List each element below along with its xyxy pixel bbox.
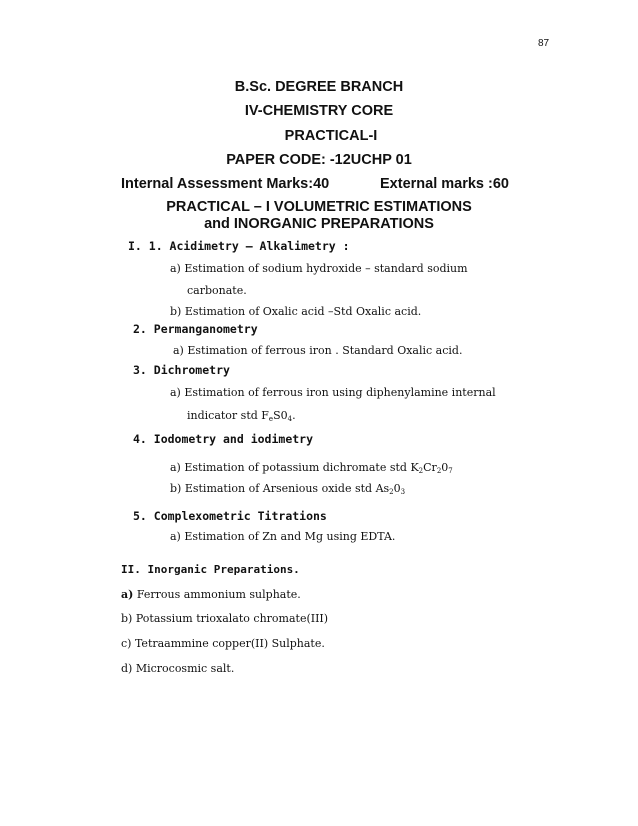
degree-branch-heading: B.Sc. DEGREE BRANCH	[234, 79, 404, 95]
section-complexometric-heading: 5. Complexometric Titrations	[133, 509, 327, 523]
inorganic-item-c: c) Tetraammine copper(II) Sulphate.	[121, 637, 325, 650]
section-iodometry-heading: 4. Iodometry and iodimetry	[133, 432, 314, 446]
section-complexometric-item-a: a) Estimation of Zn and Mg using EDTA.	[170, 530, 396, 543]
practical-heading: PRACTICAL-I	[284, 128, 378, 144]
internal-marks: Internal Assessment Marks:40	[121, 176, 330, 192]
external-marks: External marks :60	[380, 176, 509, 192]
section-acidimetry-item-a-cont: carbonate.	[187, 284, 247, 297]
inorganic-item-b: b) Potassium trioxalato chromate(III)	[121, 612, 329, 625]
chemistry-core-heading: IV-CHEMISTRY CORE	[244, 103, 394, 119]
section-permanganometry-item-a: a) Estimation of ferrous iron . Standard Oxalic acid.	[173, 344, 463, 357]
section-dichrometry-heading: 3. Dichrometry	[133, 363, 230, 377]
section-iodometry-item-a: a) Estimation of potassium dichromate std $K_2Cr_20_7$	[170, 461, 453, 475]
practical-title-line1: PRACTICAL – I VOLUMETRIC ESTIMATIONS	[166, 199, 472, 215]
inorganic-item-d: d) Microcosmic salt.	[121, 662, 235, 675]
section-dichrometry-item-a: a) Estimation of ferrous iron using diphenylamine internal	[170, 386, 496, 399]
section-dichrometry-item-a-cont: indicator std $F_eS0_4$.	[187, 409, 296, 423]
inorganic-item-a: a) Ferrous ammonium sulphate.	[121, 588, 301, 601]
section-iodometry-item-b: b) Estimation of Arsenious oxide std $As_20_3$	[170, 482, 406, 496]
practical-title-line2: and INORGANIC PREPARATIONS	[204, 216, 434, 232]
section-acidimetry-item-a: a) Estimation of sodium hydroxide – standard sodium	[170, 262, 468, 275]
page-number: 87	[538, 38, 550, 49]
section-acidimetry-item-b: b) Estimation of Oxalic acid –Std Oxalic acid.	[170, 305, 422, 318]
inorganic-preparations-heading: II. Inorganic Preparations.	[121, 563, 300, 576]
section-acidimetry-heading: I. 1. Acidimetry – Alkalimetry :	[128, 239, 350, 253]
paper-code-heading: PAPER CODE: -12UCHP 01	[226, 152, 412, 168]
section-permanganometry-heading: 2. Permanganometry	[133, 322, 258, 336]
